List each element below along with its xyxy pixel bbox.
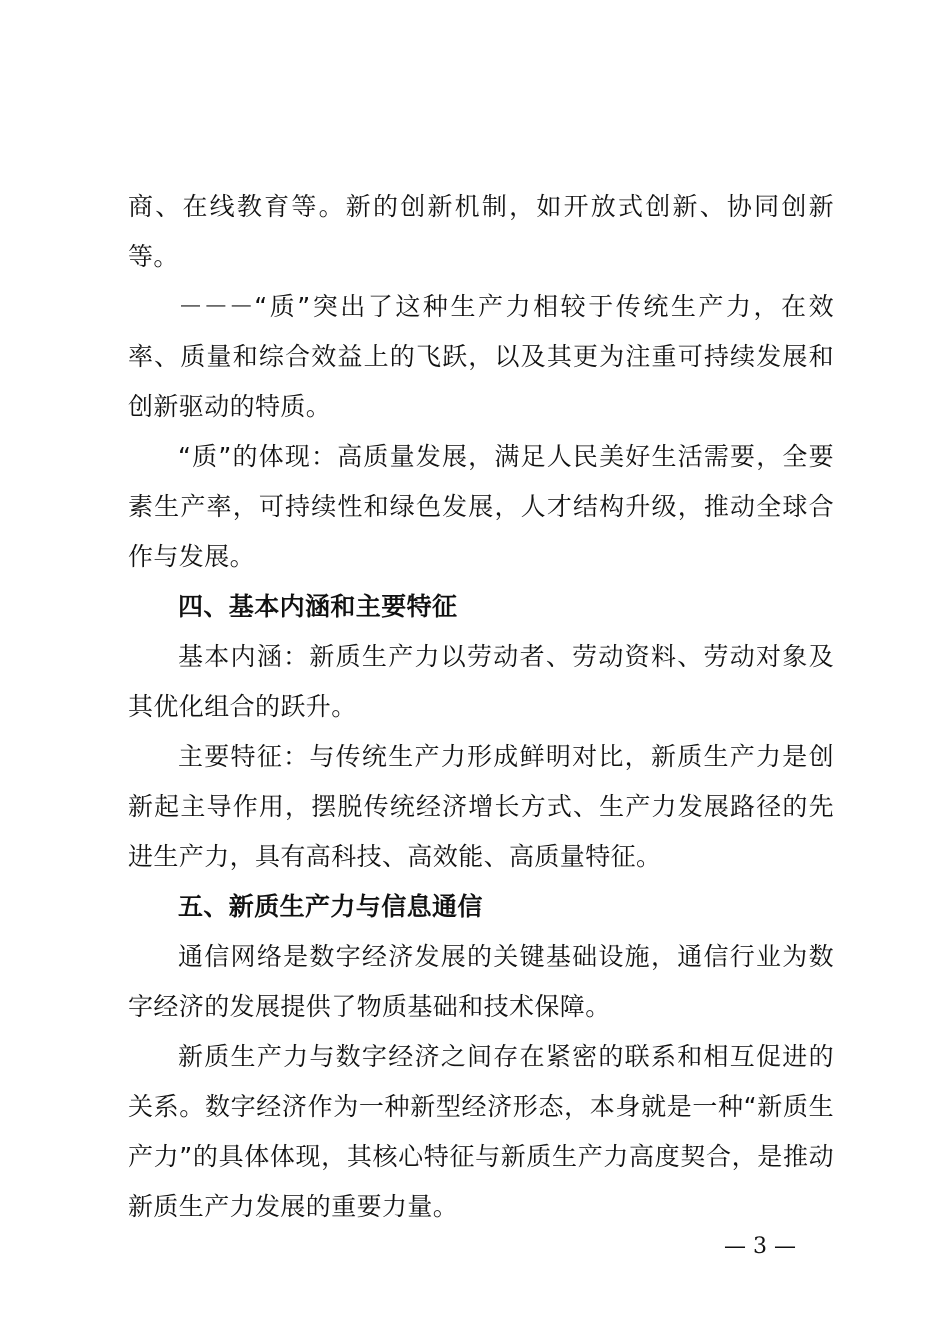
paragraph-continued: 商、在线教育等。新的创新机制，如开放式创新、协同创新等。 xyxy=(128,192,834,271)
paragraph-quality-manifestation: “质”的体现：高质量发展，满足人民美好生活需要，全要素生产率，可持续性和绿色发展，人才结构升级，推动全球合作与发展。 xyxy=(128,442,834,571)
paragraph-main-features: 主要特征：与传统生产力形成鲜明对比，新质生产力是创新起主导作用，摆脱传统经济增长方式、生产力发展路径的先进生产力，具有高科技、高效能、高质量特征。 xyxy=(128,742,834,871)
paragraph-basic-connotation: 基本内涵：新质生产力以劳动者、劳动资料、劳动对象及其优化组合的跃升。 xyxy=(128,642,834,721)
paragraph-network-infrastructure: 通信网络是数字经济发展的关键基础设施，通信行业为数字经济的发展提供了物质基础和技术保障。 xyxy=(128,942,834,1021)
page-number: — 3 — xyxy=(724,1234,796,1259)
paragraph-quality-definition: －－－“质”突出了这种生产力相较于传统生产力，在效率、质量和综合效益上的飞跃，以及其更为注重可持续发展和创新驱动的特质。 xyxy=(128,292,834,421)
document-body xyxy=(128,182,834,1232)
section-heading-4: 四、基本内涵和主要特征 xyxy=(178,592,458,621)
paragraph-digital-economy: 新质生产力与数字经济之间存在紧密的联系和相互促进的关系。数字经济作为一种新型经济形态，本身就是一种“新质生产力”的具体体现，其核心特征与新质生产力高度契合，是推动新质生产力发展的重要力量。 xyxy=(128,1042,834,1221)
section-heading-5: 五、新质生产力与信息通信 xyxy=(178,892,483,921)
